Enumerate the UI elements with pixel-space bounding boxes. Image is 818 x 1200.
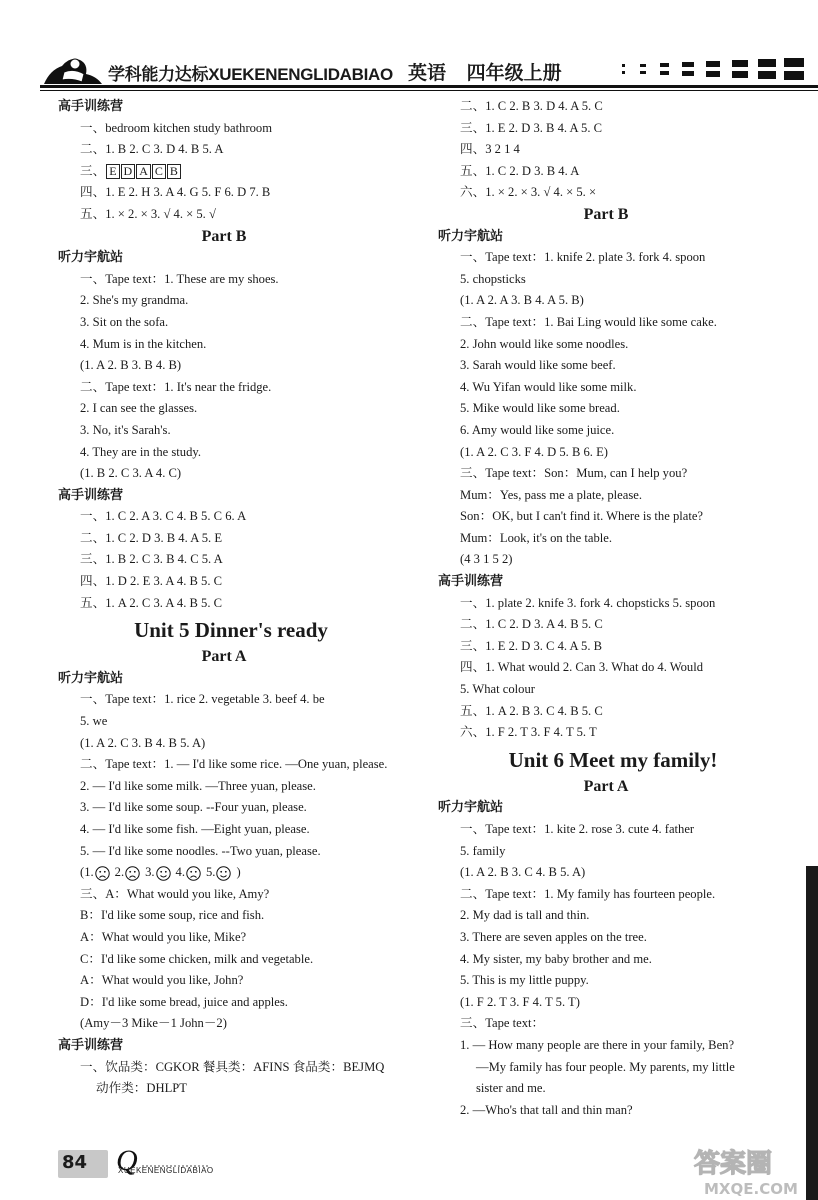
answer-label: 三、 — [80, 163, 106, 178]
left-column — [58, 96, 414, 1100]
answer-line: 二、1. C 2. B 3. D 4. A 5. C — [460, 99, 603, 113]
answer-line: 三、Tape text：Son：Mum, can I help you? — [460, 466, 688, 481]
answer-line: 六、1. F 2. T 3. F 4. T 5. T — [460, 725, 597, 740]
part-heading: Part A — [201, 648, 247, 666]
section-heading: 听力宇航站 — [438, 228, 504, 244]
answer-line: 3. Sarah would like some beef. — [460, 358, 616, 373]
section-heading: 听力宇航站 — [438, 800, 504, 816]
answer-line: (1. A 2. B 3. B 4. B) — [80, 358, 182, 373]
answer-line: (4 3 1 5 2) — [460, 552, 513, 567]
answer-line: 5. Mike would like some bread. — [460, 401, 620, 416]
watermark-url: MXQE.COM — [704, 1180, 798, 1198]
answer-line: 4. — I'd like some fish. —Eight yuan, please. — [80, 822, 310, 836]
answer-line: 2. She's my grandma. — [80, 293, 189, 308]
answer-line: Mum：Look, it's on the table. — [460, 530, 612, 545]
part-heading: Part B — [583, 205, 629, 223]
answer-line: 6. Amy would like some juice. — [460, 422, 615, 437]
answer-line: 1. — How many people are there in your family, Ben? — [460, 1037, 735, 1052]
answer-line: 5. family — [460, 843, 506, 858]
answer-line: 五、1. A 2. B 3. C 4. B 5. C — [460, 703, 603, 718]
answer-line: B：I'd like some soup, rice and fish. — [80, 908, 265, 923]
answer-line: 3. — I'd like some soup. --Four yuan, please. — [80, 800, 307, 815]
answer-line: (1. A 2. C 3. F 4. D 5. B 6. E) — [460, 444, 608, 459]
answer-line: 三、1. E 2. D 3. B 4. A 5. C — [460, 120, 603, 135]
answer-line: 二、Tape text：1. My family has fourteen people. — [460, 886, 716, 901]
header-rule — [40, 85, 818, 88]
sad-face-icon — [95, 865, 110, 879]
answer-line: Son：OK, but I can't find it. Where is the plate? — [460, 509, 704, 524]
page-number-badge — [58, 1150, 108, 1178]
answer-line: 四、3 2 1 4 — [460, 142, 520, 157]
watermark-text: 答案圈 — [694, 1149, 773, 1179]
watermark-logo — [690, 1140, 818, 1200]
answer-line: Mum：Yes, pass me a plate, please. — [460, 487, 642, 502]
answer-line: A：What would you like, Mike? — [80, 929, 247, 944]
happy-face-icon — [216, 865, 231, 879]
reading-girl-icon — [40, 48, 106, 86]
answer-box-row — [58, 161, 414, 183]
section-heading: 高手训练营 — [438, 574, 504, 590]
answer-line: 5. — I'd like some noodles. --Two yuan, please. — [80, 843, 321, 858]
footer-logo-q — [114, 1142, 254, 1182]
footer-logo-letter: Q — [116, 1144, 138, 1177]
answer-line: 一、1. C 2. A 3. C 4. B 5. C 6. A — [80, 509, 247, 524]
answer-line: 2. John would like some noodles. — [460, 336, 629, 351]
brand-title: 学科能力达标XUEKENENGLIDABIAO — [108, 65, 393, 84]
section-heading: 高手训练营 — [58, 487, 124, 503]
answer-box: C — [152, 164, 166, 179]
answer-line: 二、Tape text：1. Bai Ling would like some cake. — [460, 314, 717, 329]
answer-line: 2. —Who's that tall and thin man? — [460, 1102, 633, 1117]
answer-line: 2. I can see the glasses. — [80, 401, 198, 416]
answer-line: 五、1. × 2. × 3. √ 4. × 5. √ — [80, 206, 216, 221]
section-heading: 高手训练营 — [58, 1037, 124, 1053]
answer-box: A — [136, 164, 151, 179]
answer-line: 5. we — [80, 714, 108, 729]
unit-heading: Unit 5 Dinner's ready — [134, 618, 328, 643]
happy-face-icon — [156, 865, 171, 879]
answer-line: C：I'd like some chicken, milk and vegetable. — [80, 951, 314, 966]
answer-line: 五、1. A 2. C 3. A 4. B 5. C — [80, 595, 223, 610]
answer-line: 4. Wu Yifan would like some milk. — [460, 379, 637, 394]
answer-line: A：What would you like, John? — [80, 973, 244, 988]
answer-line: sister and me. — [476, 1081, 546, 1096]
answer-line: 动作类：DHLPT — [96, 1081, 187, 1096]
answer-line: 二、1. C 2. D 3. A 4. B 5. C — [460, 617, 603, 632]
page-number: 84 — [62, 1152, 88, 1173]
part-heading: Part B — [201, 227, 247, 245]
face-answer-row — [58, 862, 414, 884]
answer-line: 2. — I'd like some milk. —Three yuan, please. — [80, 778, 316, 793]
answer-line: 四、1. What would 2. Can 3. What do 4. Would — [460, 660, 704, 675]
answer-line: 2. My dad is tall and thin. — [460, 908, 590, 923]
part-heading: Part A — [583, 777, 629, 795]
section-heading: 听力宇航站 — [58, 670, 124, 686]
answer-line: D：I'd like some bread, juice and apples. — [80, 994, 288, 1009]
answer-line: 4. My sister, my baby brother and me. — [460, 951, 652, 966]
answer-box: E — [106, 164, 119, 179]
answer-line: 5. What colour — [460, 682, 535, 697]
answer-line: 二、Tape text：1. It's near the fridge. — [80, 379, 272, 394]
answer-line: 一、Tape text：1. kite 2. rose 3. cute 4. father — [460, 822, 695, 836]
answer-line: (Amy－3 Mike－1 John－2) — [80, 1016, 227, 1031]
section-heading: 高手训练营 — [58, 99, 124, 114]
answer-line: 一、Tape text：1. knife 2. plate 3. fork 4. spoon — [460, 250, 706, 265]
answer-line: 三、1. B 2. C 3. B 4. C 5. A — [80, 552, 223, 567]
page-header — [0, 0, 818, 92]
section-heading: 听力宇航站 — [58, 250, 124, 266]
header-decoration — [618, 58, 818, 80]
face-number: 5. — [206, 865, 216, 880]
answer-line: 二、1. B 2. C 3. D 4. B 5. A — [80, 142, 224, 157]
answer-line: 三、A：What would you like, Amy? — [80, 886, 270, 901]
unit-heading: Unit 6 Meet my family! — [508, 747, 718, 772]
face-number: 3. — [145, 865, 155, 880]
face-number: (1. — [80, 865, 94, 880]
answer-box: B — [167, 164, 181, 179]
answer-line: 3. There are seven apples on the tree. — [460, 929, 647, 944]
answer-line: 5. This is my little puppy. — [460, 973, 589, 988]
answer-line: 3. No, it's Sarah's. — [80, 422, 171, 437]
answer-line: 5. chopsticks — [460, 271, 526, 286]
answer-line: 3. Sit on the sofa. — [80, 314, 169, 329]
answer-line: (1. A 2. A 3. B 4. A 5. B) — [460, 293, 584, 308]
answer-line: —My family has four people. My parents, my little — [476, 1059, 735, 1074]
answer-line: 一、Tape text：1. rice 2. vegetable 3. beef 4. be — [80, 692, 325, 707]
answer-line: 三、1. E 2. D 3. C 4. A 5. B — [460, 638, 603, 653]
answer-line: 4. They are in the study. — [80, 444, 202, 459]
answer-line: 一、1. plate 2. knife 3. fork 4. chopsticks 5. spoon — [460, 595, 716, 610]
header-rule-thin — [40, 90, 818, 91]
answer-line: 二、Tape text：1. — I'd like some rice. —One yuan, please. — [80, 757, 388, 772]
answer-line: (1. B 2. C 3. A 4. C) — [80, 466, 182, 481]
footer-logo-text: XUEKENENGLIDABIAO — [118, 1166, 214, 1175]
answer-line: 六、1. × 2. × 3. √ 4. × 5. × — [460, 185, 597, 200]
answer-box: D — [121, 164, 136, 179]
sad-face-icon — [125, 865, 140, 879]
answer-line: 四、1. E 2. H 3. A 4. G 5. F 6. D 7. B — [80, 185, 271, 200]
right-column — [438, 96, 798, 1121]
subject-title: 英语 四年级上册 — [408, 62, 562, 84]
face-number: 4. — [175, 865, 185, 880]
answer-line: 一、bedroom kitchen study bathroom — [80, 120, 273, 135]
sad-face-icon — [186, 865, 201, 879]
answer-line: 五、1. C 2. D 3. B 4. A — [460, 163, 580, 178]
answer-line: (1. A 2. B 3. C 4. B 5. A) — [460, 865, 586, 880]
answer-line: 一、Tape text：1. These are my shoes. — [80, 271, 279, 286]
answer-line: (1. F 2. T 3. F 4. T 5. T) — [460, 994, 580, 1009]
face-close: ) — [236, 865, 241, 880]
answer-line: 一、饮品类：CGKOR 餐具类：AFINS 食品类：BEJMQ — [80, 1059, 385, 1074]
answer-line: 三、Tape text： — [460, 1016, 545, 1031]
answer-line: 四、1. D 2. E 3. A 4. B 5. C — [80, 574, 223, 589]
answer-line: 二、1. C 2. D 3. B 4. A 5. E — [80, 530, 223, 545]
face-number: 2. — [114, 865, 125, 880]
answer-line: (1. A 2. C 3. B 4. B 5. A) — [80, 735, 206, 750]
answer-line: 4. Mum is in the kitchen. — [80, 336, 207, 351]
